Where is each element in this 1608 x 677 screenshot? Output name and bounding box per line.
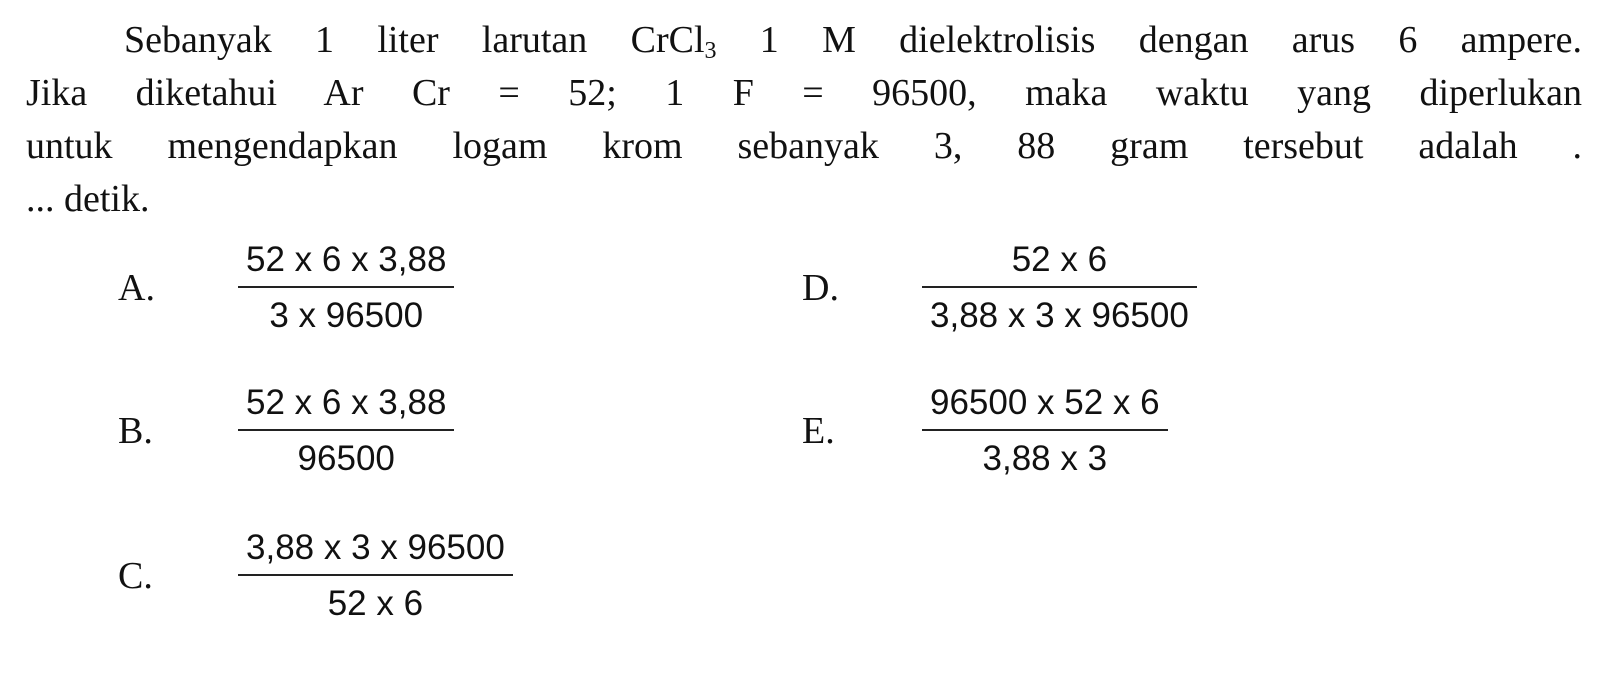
option-a-denominator: 3 x 96500 [269,296,424,335]
question-line-1 [26,14,1582,67]
option-a-numerator: 52 x 6 x 3,88 [246,240,447,279]
option-e-label: E. [802,410,835,452]
option-d-fraction [922,240,1197,336]
option-e[interactable] [802,383,1168,479]
option-e-numerator: 96500 x 52 x 6 [930,383,1160,422]
option-c-denominator: 52 x 6 [327,584,424,623]
question-line-1-end: 1 M dielektrolisis dengan arus 6 ampere. [716,19,1582,61]
option-b-numerator: 52 x 6 x 3,88 [246,383,447,422]
question-line-4: ... detik. [26,178,150,220]
option-d-numerator: 52 x 6 [1011,240,1108,279]
option-d-denominator: 3,88 x 3 x 96500 [930,296,1189,335]
option-e-denominator: 3,88 x 3 [982,439,1108,478]
option-b-label: B. [118,410,153,452]
option-a-label: A. [118,267,155,309]
option-c-numerator: 3,88 x 3 x 96500 [246,528,505,567]
subscript-3: 3 [704,38,717,64]
option-a-fraction [238,240,454,336]
option-c-label: C. [118,555,153,597]
question-line-3: untuk mengendapkan logam krom sebanyak 3, 88 gram tersebut adalah . [26,125,1582,167]
option-d[interactable] [802,240,1197,336]
question-line-1-start: Sebanyak 1 liter larutan CrCl [124,19,705,61]
option-c-fraction [238,528,513,624]
option-d-label: D. [802,267,839,309]
question-text [26,14,1582,226]
option-b-fraction [238,383,454,479]
option-a[interactable] [118,240,454,336]
option-c[interactable] [118,528,513,624]
option-b[interactable] [118,383,454,479]
option-b-denominator: 96500 [297,439,395,478]
option-e-fraction [922,383,1168,479]
question-line-2: Jika diketahui Ar Cr = 52; 1 F = 96500, maka waktu yang diperlukan [26,72,1582,114]
